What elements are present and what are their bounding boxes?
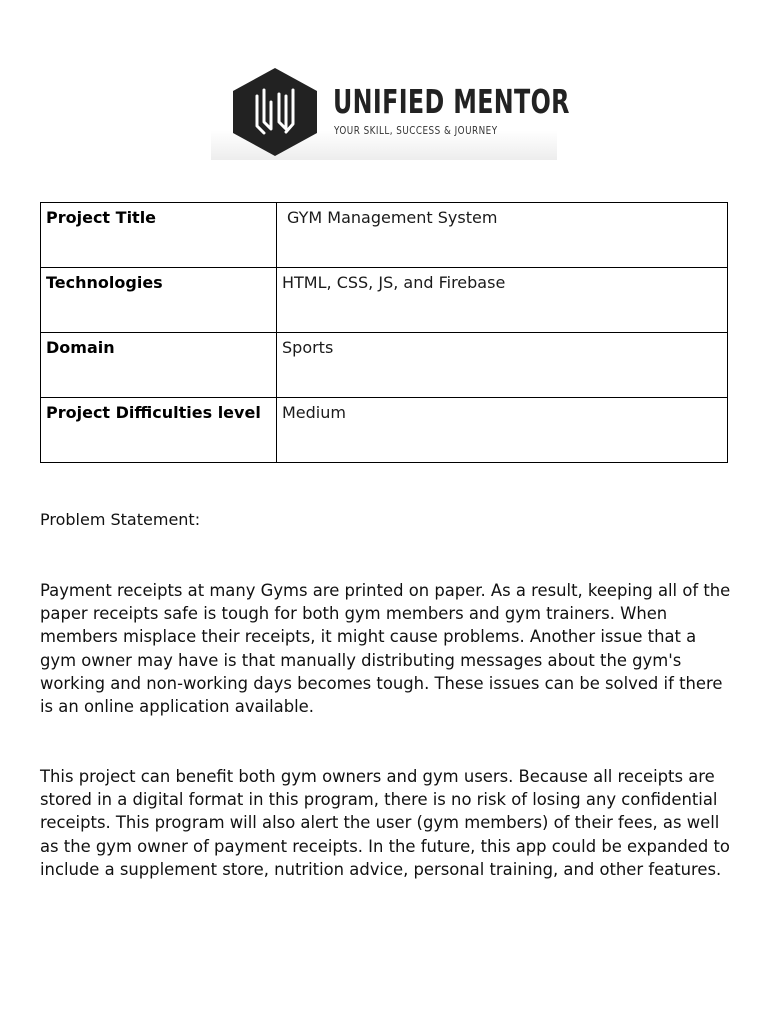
row-value: GYM Management System: [277, 203, 728, 268]
row-value: Medium: [277, 398, 728, 463]
brand-tagline: YOUR SKILL, SUCCESS & JOURNEY: [334, 124, 498, 137]
row-label: Project Title: [41, 203, 277, 268]
problem-statement-heading: Problem Statement:: [40, 510, 201, 529]
problem-paragraph-1: Payment receipts at many Gyms are printed on paper. As a result, keeping all of the paper receipts safe is tough for both gym members and gym trainers. When members misplace their receipts, it might cause problems. Another issue that a gym owner may have is that manually distributing messages about the gym's working and non-working days becomes tough. These issues can be solved if there is an online application available.: [40, 581, 731, 717]
problem-paragraph-2: This project can benefit both gym owners and gym users. Because all receipts are stored in a digital format in this program, there is no risk of losing any confidential receipts. This program will also alert the user (gym members) of their fees, as well as the gym owner of payment receipts. In the future, this app could be expanded to include a supplement store, nutrition advice, personal training, and other features.: [40, 767, 730, 879]
logo-banner: [211, 62, 570, 160]
table-row: [41, 268, 728, 333]
row-value: HTML, CSS, JS, and Firebase: [277, 268, 728, 333]
table-row: [41, 398, 728, 463]
brand-name: UNIFIED MENTOR: [333, 82, 570, 121]
row-label: Project Difficulties level: [41, 398, 277, 463]
table-row: [41, 333, 728, 398]
row-label: Technologies: [41, 268, 277, 333]
table-row: [41, 203, 728, 268]
project-info-table: [40, 202, 728, 463]
unified-mentor-logo-icon: [231, 66, 319, 158]
row-value: Sports: [277, 333, 728, 398]
row-label: Domain: [41, 333, 277, 398]
